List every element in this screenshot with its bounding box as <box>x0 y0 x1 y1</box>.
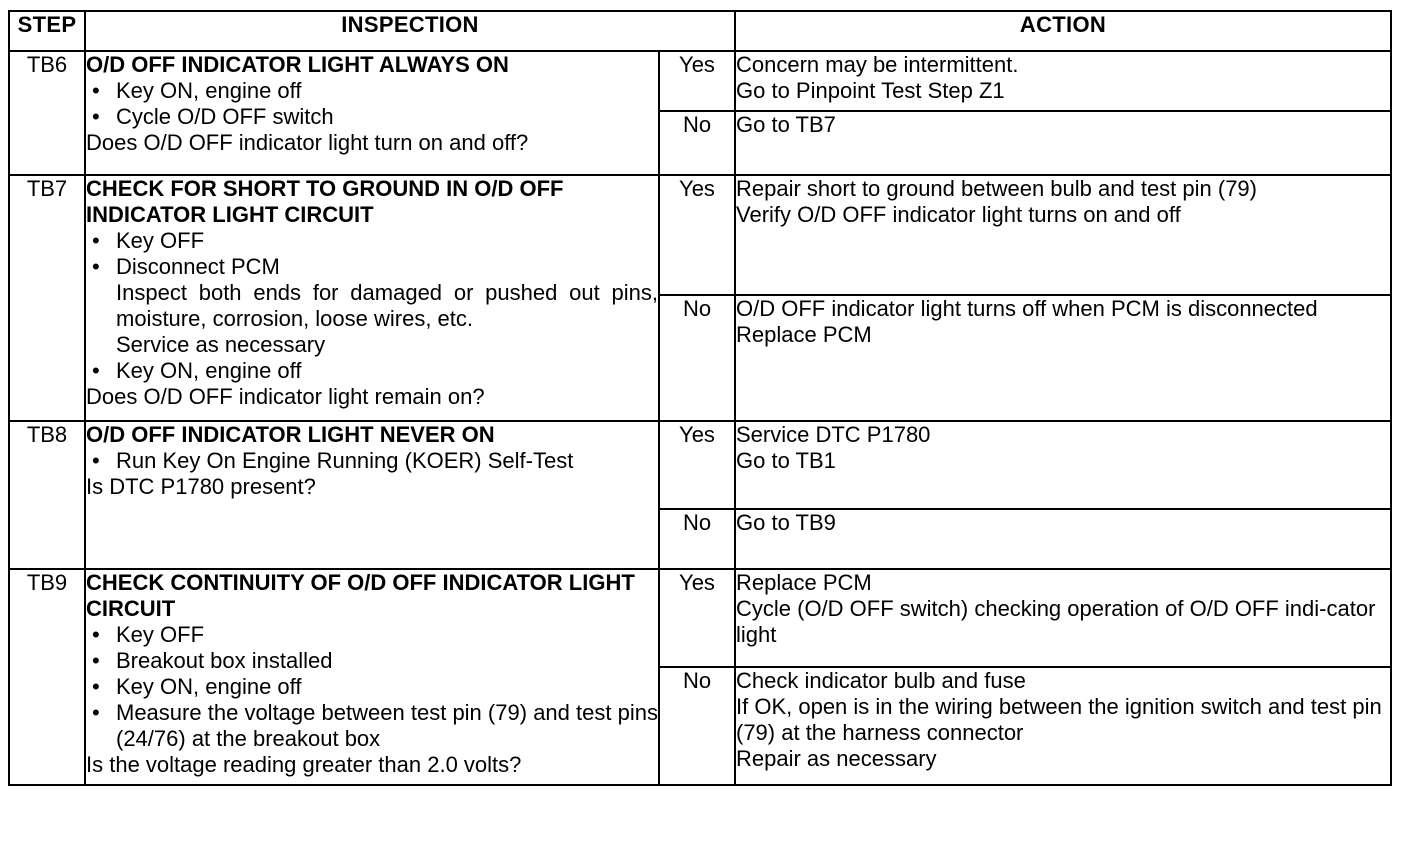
inspection-title: O/D OFF INDICATOR LIGHT ALWAYS ON <box>86 52 509 77</box>
action-line: O/D OFF indicator light turns off when PCM is disconnected <box>736 296 1318 321</box>
action-line: Go to TB7 <box>736 112 836 137</box>
yes-label: Yes <box>659 51 735 111</box>
inspection-question: Does O/D OFF indicator light remain on? <box>86 384 485 409</box>
table-row-tb8-yes <box>9 421 1391 509</box>
step-cell: TB7 <box>9 175 85 421</box>
header-row <box>9 11 1391 51</box>
step-cell: TB8 <box>9 421 85 569</box>
inspection-title: CHECK CONTINUITY OF O/D OFF INDICATOR LIGHT CIRCUIT <box>86 570 635 621</box>
header-inspection: INSPECTION <box>85 11 735 51</box>
inspection-note: Inspect both ends for damaged or pushed out pins, moisture, corrosion, loose wires, etc. <box>116 280 658 331</box>
inspection-question: Is DTC P1780 present? <box>86 474 316 499</box>
action-line: Go to Pinpoint Test Step Z1 <box>736 78 1005 103</box>
bullet-item: • Disconnect PCM <box>86 254 658 280</box>
yes-action-cell <box>735 51 1391 111</box>
action-line: Cycle (O/D OFF switch) checking operation of O/D OFF indi-cator light <box>736 596 1376 647</box>
action-line: Service DTC P1780 <box>736 422 931 447</box>
inspection-title: O/D OFF INDICATOR LIGHT NEVER ON <box>86 422 495 447</box>
yes-label: Yes <box>659 175 735 295</box>
inspection-cell <box>85 51 659 175</box>
bullet-item: • Breakout box installed <box>86 648 658 674</box>
inspection-bullets <box>86 228 658 280</box>
bullet-item: • Key OFF <box>86 228 658 254</box>
yes-label: Yes <box>659 421 735 509</box>
bullet-item: • Key ON, engine off <box>86 674 658 700</box>
no-action-cell <box>735 111 1391 175</box>
yes-action-cell <box>735 569 1391 667</box>
inspection-bullets <box>86 78 658 130</box>
bullet-item: • Measure the voltage between test pin (79) and test pins (24/76) at the breakout box <box>86 700 658 752</box>
yes-label: Yes <box>659 569 735 667</box>
inspection-cell <box>85 569 659 785</box>
bullet-item: • Run Key On Engine Running (KOER) Self-Test <box>86 448 658 474</box>
action-line: Repair short to ground between bulb and test pin (79) <box>736 176 1257 201</box>
no-label: No <box>659 509 735 569</box>
inspection-note: Service as necessary <box>116 332 326 357</box>
no-label: No <box>659 667 735 785</box>
no-action-cell <box>735 667 1391 785</box>
inspection-question: Does O/D OFF indicator light turn on and off? <box>86 130 529 155</box>
action-line: Go to TB1 <box>736 448 836 473</box>
inspection-cell <box>85 175 659 421</box>
inspection-cell <box>85 421 659 569</box>
action-line: Concern may be intermittent. <box>736 52 1019 77</box>
action-line: Go to TB9 <box>736 510 836 535</box>
table-row-tb6-yes <box>9 51 1391 111</box>
inspection-bullets <box>86 358 658 384</box>
inspection-title: CHECK FOR SHORT TO GROUND IN O/D OFF INDICATOR LIGHT CIRCUIT <box>86 176 564 227</box>
bullet-item: • Key ON, engine off <box>86 358 658 384</box>
no-action-cell <box>735 295 1391 421</box>
action-line: Check indicator bulb and fuse <box>736 668 1026 693</box>
action-line: Repair as necessary <box>736 746 937 771</box>
action-line: Replace PCM <box>736 570 872 595</box>
table-row-tb7-yes <box>9 175 1391 295</box>
header-action: ACTION <box>735 11 1391 51</box>
action-line: If OK, open is in the wiring between the ignition switch and test pin (79) at the harness connector <box>736 694 1382 745</box>
inspection-question: Is the voltage reading greater than 2.0 volts? <box>86 752 522 777</box>
action-line: Replace PCM <box>736 322 872 347</box>
bullet-item: • Key ON, engine off <box>86 78 658 104</box>
action-line: Verify O/D OFF indicator light turns on and off <box>736 202 1181 227</box>
bullet-item: • Key OFF <box>86 622 658 648</box>
inspection-bullets <box>86 622 658 752</box>
yes-action-cell <box>735 421 1391 509</box>
diagnostic-table <box>8 10 1392 786</box>
table-row-tb9-yes <box>9 569 1391 667</box>
step-cell: TB6 <box>9 51 85 175</box>
step-cell: TB9 <box>9 569 85 785</box>
yes-action-cell <box>735 175 1391 295</box>
no-label: No <box>659 295 735 421</box>
no-action-cell <box>735 509 1391 569</box>
bullet-item: • Cycle O/D OFF switch <box>86 104 658 130</box>
header-step: STEP <box>9 11 85 51</box>
inspection-bullets <box>86 448 658 474</box>
no-label: No <box>659 111 735 175</box>
